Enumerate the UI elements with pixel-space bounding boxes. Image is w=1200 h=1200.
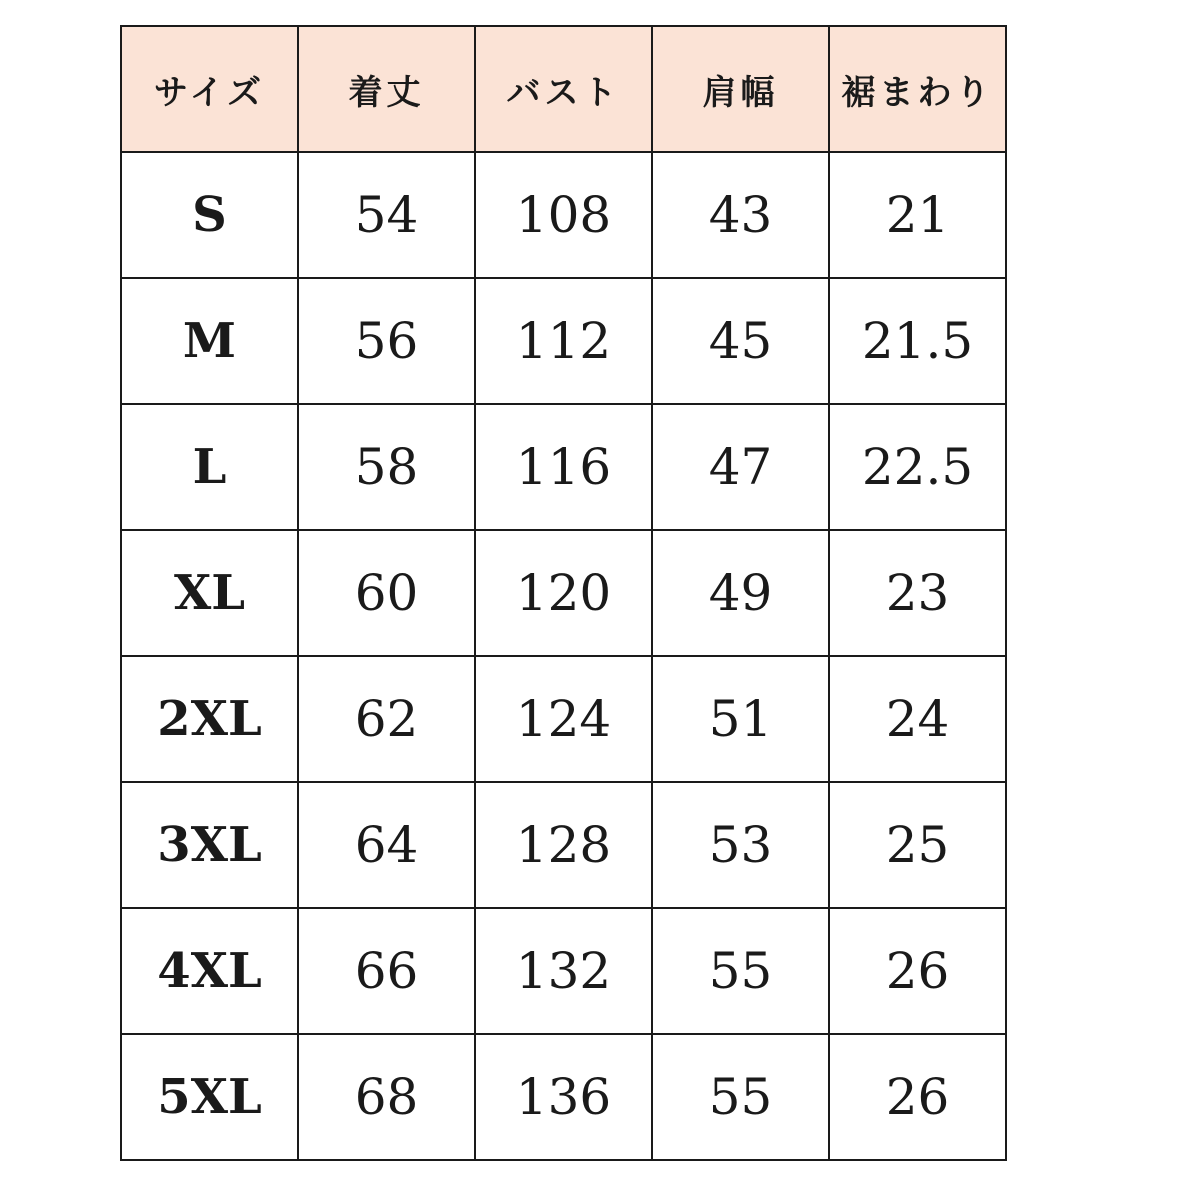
table-row — [121, 908, 1006, 1034]
size-chart-table — [120, 25, 1007, 1161]
header-shoulder: 肩幅 — [652, 26, 829, 152]
size-cell: 3XL — [121, 782, 298, 908]
table-row — [121, 404, 1006, 530]
shoulder-cell: 55 — [652, 1034, 829, 1160]
table-row — [121, 782, 1006, 908]
length-cell: 62 — [298, 656, 475, 782]
shoulder-cell: 49 — [652, 530, 829, 656]
table-row — [121, 278, 1006, 404]
length-cell: 64 — [298, 782, 475, 908]
table-row — [121, 530, 1006, 656]
table-row — [121, 152, 1006, 278]
size-cell: M — [121, 278, 298, 404]
shoulder-cell: 47 — [652, 404, 829, 530]
length-cell: 60 — [298, 530, 475, 656]
table-body — [121, 152, 1006, 1160]
length-cell: 54 — [298, 152, 475, 278]
size-cell: 5XL — [121, 1034, 298, 1160]
shoulder-cell: 51 — [652, 656, 829, 782]
size-cell: S — [121, 152, 298, 278]
header-hem: 裾まわり — [829, 26, 1006, 152]
shoulder-cell: 53 — [652, 782, 829, 908]
shoulder-cell: 55 — [652, 908, 829, 1034]
size-cell: 2XL — [121, 656, 298, 782]
hem-cell: 21 — [829, 152, 1006, 278]
bust-cell: 120 — [475, 530, 652, 656]
bust-cell: 132 — [475, 908, 652, 1034]
hem-cell: 24 — [829, 656, 1006, 782]
bust-cell: 136 — [475, 1034, 652, 1160]
header-row — [121, 26, 1006, 152]
table-header — [121, 26, 1006, 152]
hem-cell: 25 — [829, 782, 1006, 908]
bust-cell: 112 — [475, 278, 652, 404]
shoulder-cell: 45 — [652, 278, 829, 404]
table-row — [121, 1034, 1006, 1160]
hem-cell: 23 — [829, 530, 1006, 656]
hem-cell: 26 — [829, 1034, 1006, 1160]
length-cell: 56 — [298, 278, 475, 404]
length-cell: 58 — [298, 404, 475, 530]
bust-cell: 116 — [475, 404, 652, 530]
size-cell: 4XL — [121, 908, 298, 1034]
hem-cell: 22.5 — [829, 404, 1006, 530]
length-cell: 68 — [298, 1034, 475, 1160]
header-bust: バスト — [475, 26, 652, 152]
table-row — [121, 656, 1006, 782]
hem-cell: 21.5 — [829, 278, 1006, 404]
bust-cell: 108 — [475, 152, 652, 278]
size-cell: L — [121, 404, 298, 530]
bust-cell: 124 — [475, 656, 652, 782]
header-length: 着丈 — [298, 26, 475, 152]
header-size: サイズ — [121, 26, 298, 152]
size-cell: XL — [121, 530, 298, 656]
bust-cell: 128 — [475, 782, 652, 908]
length-cell: 66 — [298, 908, 475, 1034]
hem-cell: 26 — [829, 908, 1006, 1034]
shoulder-cell: 43 — [652, 152, 829, 278]
